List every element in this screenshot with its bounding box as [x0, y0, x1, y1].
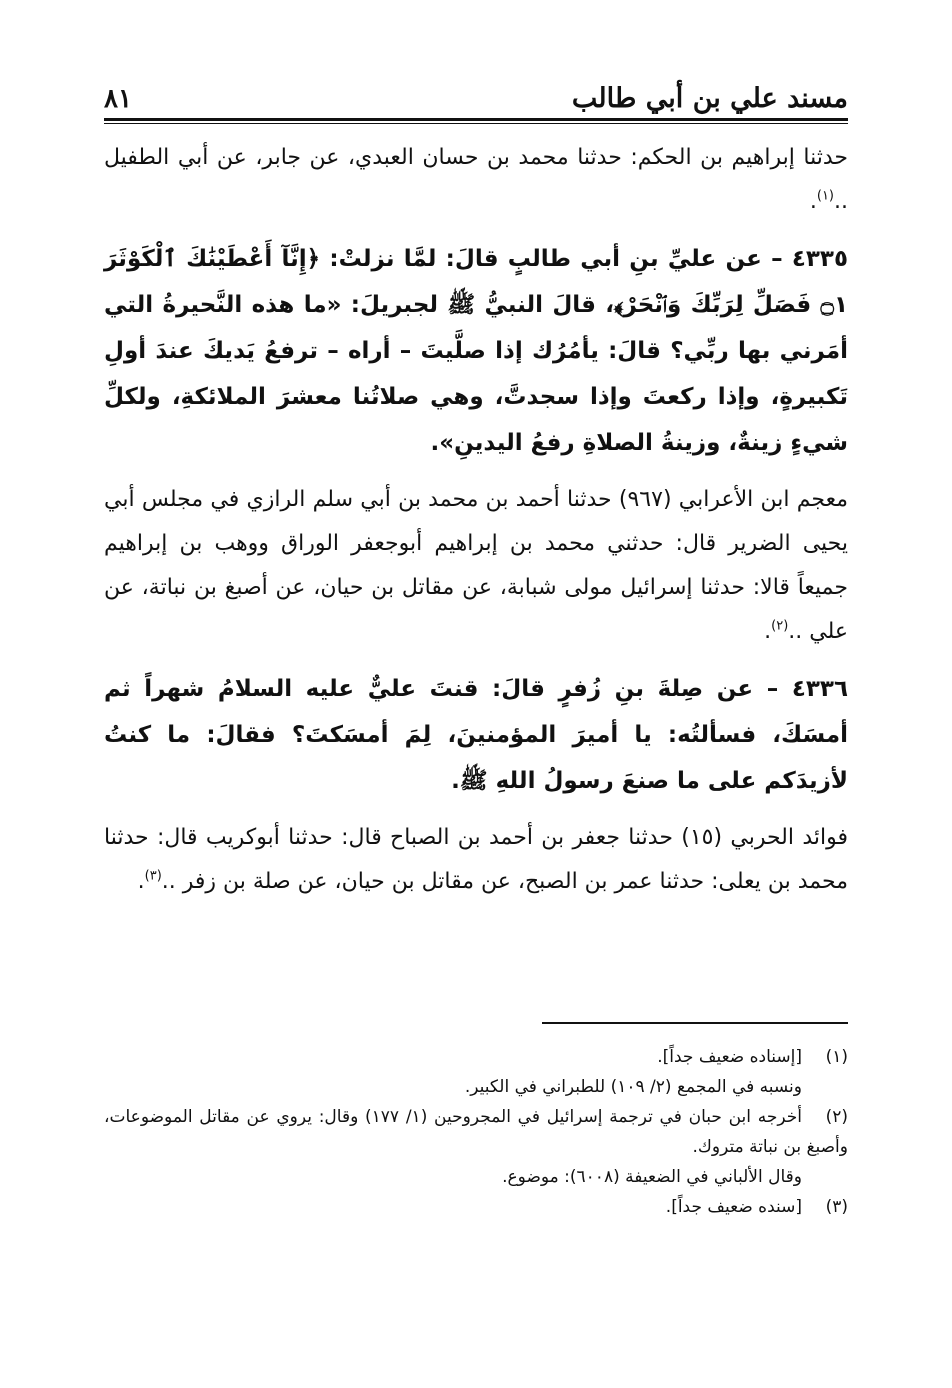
hadith-paragraph: ٤٣٣٦ – عن صِلةَ بنِ زُفرٍ قالَ: قنتَ عليٌّ عليه السلامُ شهراً ثم أمسَكَ، فسألتُه: يا أميرَ المؤمنينَ، لِمَ أمسَكتَ؟ فقالَ: ما كنتُ لأزيدَكم على ما صنعَ رسولُ اللهِ ﷺ.: [104, 676, 848, 794]
footnote-label: (٢): [825, 1107, 848, 1127]
footnote-label: (١): [825, 1047, 848, 1067]
footnote: (١)[إسناده ضعيف جداً].: [104, 1042, 848, 1072]
footnote-ref: (٢): [771, 618, 789, 634]
footnote: (٣)[سنده ضعيف جداً].: [104, 1192, 848, 1222]
page-header: [104, 72, 848, 114]
footnote-ref: (١): [816, 188, 834, 204]
page-number: ٨١: [104, 84, 132, 114]
hadith-number: ٤٣٣٦ –: [766, 676, 848, 702]
hadith-paragraph: ٤٣٣٥ – عن عليِّ بنِ أبي طالبٍ قالَ: لمَّا نزلتْ: ﴿إِنَّآ أَعْطَيْنَٰكَ ٱلْكَوْثَرَ ۝١ فَصَلِّ لِرَبِّكَ وَٱنْحَرْ﴾، قالَ النبيُّ ﷺ لجبريلَ: «ما هذه النَّحيرةُ التي أمَرني بها ربِّي؟ قالَ: يأمُرُك إذا صلَّيتَ – أراه – ترفعُ يَديكَ عندَ أولِ تَكبيرةٍ، وإذا ركعتَ وإذا سجدتَّ، وهي صلاتُنا معشرَ الملائكةِ، ولكلِّ شيءٍ زينةٌ، وزينةُ الصلاةِ رفعُ اليدينِ».: [104, 246, 848, 456]
main-text: [104, 136, 848, 916]
source-paragraph: فوائد الحربي (١٥) حدثنا جعفر بن أحمد بن الصباح قال: حدثنا أبوكريب قال: حدثنا محمد بن يعلى: حدثنا عمر بن الصبح، عن مقاتل بن حيان، عن صلة بن زفر ..$^{(٣)}$.: [104, 825, 848, 894]
source-paragraph: حدثنا إبراهيم بن الحكم: حدثنا محمد بن حسان العبدي، عن جابر، عن أبي الطفيل ..$^{(١)}$.: [104, 145, 848, 214]
header-rule: [104, 118, 848, 124]
hadith-number: ٤٣٣٥ –: [771, 246, 848, 272]
footnote-continuation: وقال الألباني في الضعيفة (٦٠٠٨): موضوع.: [502, 1167, 802, 1187]
running-title: مسند علي بن أبي طالب: [571, 83, 848, 114]
footnote-ref: (٣): [144, 868, 162, 884]
footnote-label: (٣): [825, 1197, 848, 1217]
footnote: (٢)أخرجه ابن حبان في ترجمة إسرائيل في المجروحين (١/ ١٧٧) وقال: يروي عن مقاتل الموضوعات، وأصبغ بن نباتة متروك.: [104, 1102, 848, 1162]
source-paragraph: معجم ابن الأعرابي (٩٦٧) حدثنا أحمد بن محمد بن أبي سلم الرازي في مجلس أبي يحيى الضرير قال: حدثني محمد بن إبراهيم أبوجعفر الوراق ووهب بن إبراهيم جميعاً قالا: حدثنا إسرائيل مولى شبابة، عن مقاتل بن حيان، عن أصبغ بن نباتة، عن علي ..$^{(٢)}$.: [104, 487, 848, 644]
footnotes: [104, 1042, 848, 1222]
footnote-rule: [542, 1022, 848, 1024]
footnote-continuation: ونسبه في المجمع (٢/ ١٠٩) للطبراني في الكبير.: [464, 1077, 802, 1097]
